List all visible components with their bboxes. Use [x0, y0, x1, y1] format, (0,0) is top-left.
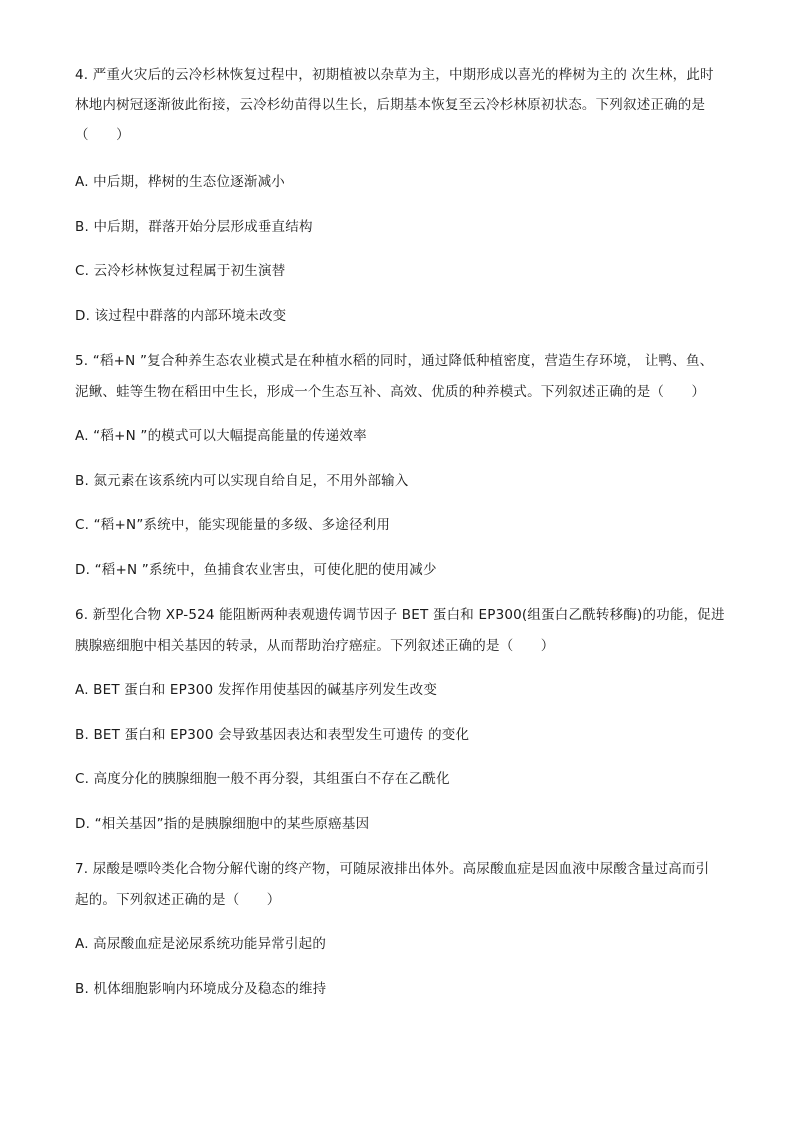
- question-5-option-b: B. 氮元素在该系统内可以实现自给自足，不用外部输入: [75, 473, 409, 489]
- question-4-option-c: C. 云冷杉林恢复过程属于初生演替: [75, 263, 286, 279]
- question-6-option-a: A. BET 蛋白和 EP300 发挥作用使基因的碱基序列发生改变: [75, 682, 438, 698]
- question-5-option-c: C. “稻+N”系统中，能实现能量的多级、多途径利用: [75, 517, 391, 533]
- question-5-stem-line-1: 5. “稻+N ”复合种养生态农业模式是在种植水稻的同时，通过降低种植密度，营造生存环境， 让鸭、鱼、: [75, 353, 714, 369]
- question-7-option-a: A. 高尿酸血症是泌尿系统功能异常引起的: [75, 936, 327, 952]
- question-5-option-a: A. “稻+N ”的模式可以大幅提高能量的传递效率: [75, 428, 367, 444]
- question-5-stem-line-2: 泥鳅、蛙等生物在稻田中生长，形成一个生态互补、高效、优质的种养模式。下列叙述正确的是（ ）: [75, 384, 706, 400]
- question-6-stem-line-2: 胰腺癌细胞中相关基因的转录，从而帮助治疗癌症。下列叙述正确的是（ ）: [75, 638, 555, 654]
- question-4-option-d: D. 该过程中群落的内部环境未改变: [75, 308, 287, 324]
- question-4-option-b: B. 中后期，群落开始分层形成垂直结构: [75, 219, 313, 235]
- question-6-option-b: B. BET 蛋白和 EP300 会导致基因表达和表型发生可遗传 的变化: [75, 727, 470, 743]
- question-4-stem-line-2: 林地内树冠逐渐彼此衔接，云冷杉幼苗得以生长，后期基本恢复至云冷杉林原初状态。下列叙述正确的是: [75, 97, 706, 113]
- question-6-stem-line-1: 6. 新型化合物 XP-524 能阻断两种表观遗传调节因子 BET 蛋白和 EP300(组蛋白乙酰转移酶)的功能，促进: [75, 607, 725, 623]
- question-5-option-d: D. “稻+N ”系统中，鱼捕食农业害虫，可使化肥的使用减少: [75, 562, 437, 578]
- question-7-option-b: B. 机体细胞影响内环境成分及稳态的维持: [75, 981, 327, 997]
- question-7-stem-line-1: 7. 尿酸是嘌呤类化合物分解代谢的终产物，可随尿液排出体外。高尿酸血症是因血液中尿酸含量过高而引: [75, 861, 710, 877]
- question-7-stem-line-2: 起的。下列叙述正确的是（ ）: [75, 892, 281, 908]
- question-4-option-a: A. 中后期，桦树的生态位逐渐减小: [75, 174, 285, 190]
- question-4-stem-line-3: （ ）: [75, 127, 130, 143]
- question-4-stem-line-1: 4. 严重火灾后的云冷杉林恢复过程中，初期植被以杂草为主，中期形成以喜光的桦树为主的 次生林，此时: [75, 67, 714, 83]
- question-6-option-d: D. “相关基因”指的是胰腺细胞中的某些原癌基因: [75, 816, 370, 832]
- question-6-option-c: C. 高度分化的胰腺细胞一般不再分裂，其组蛋白不存在乙酰化: [75, 771, 450, 787]
